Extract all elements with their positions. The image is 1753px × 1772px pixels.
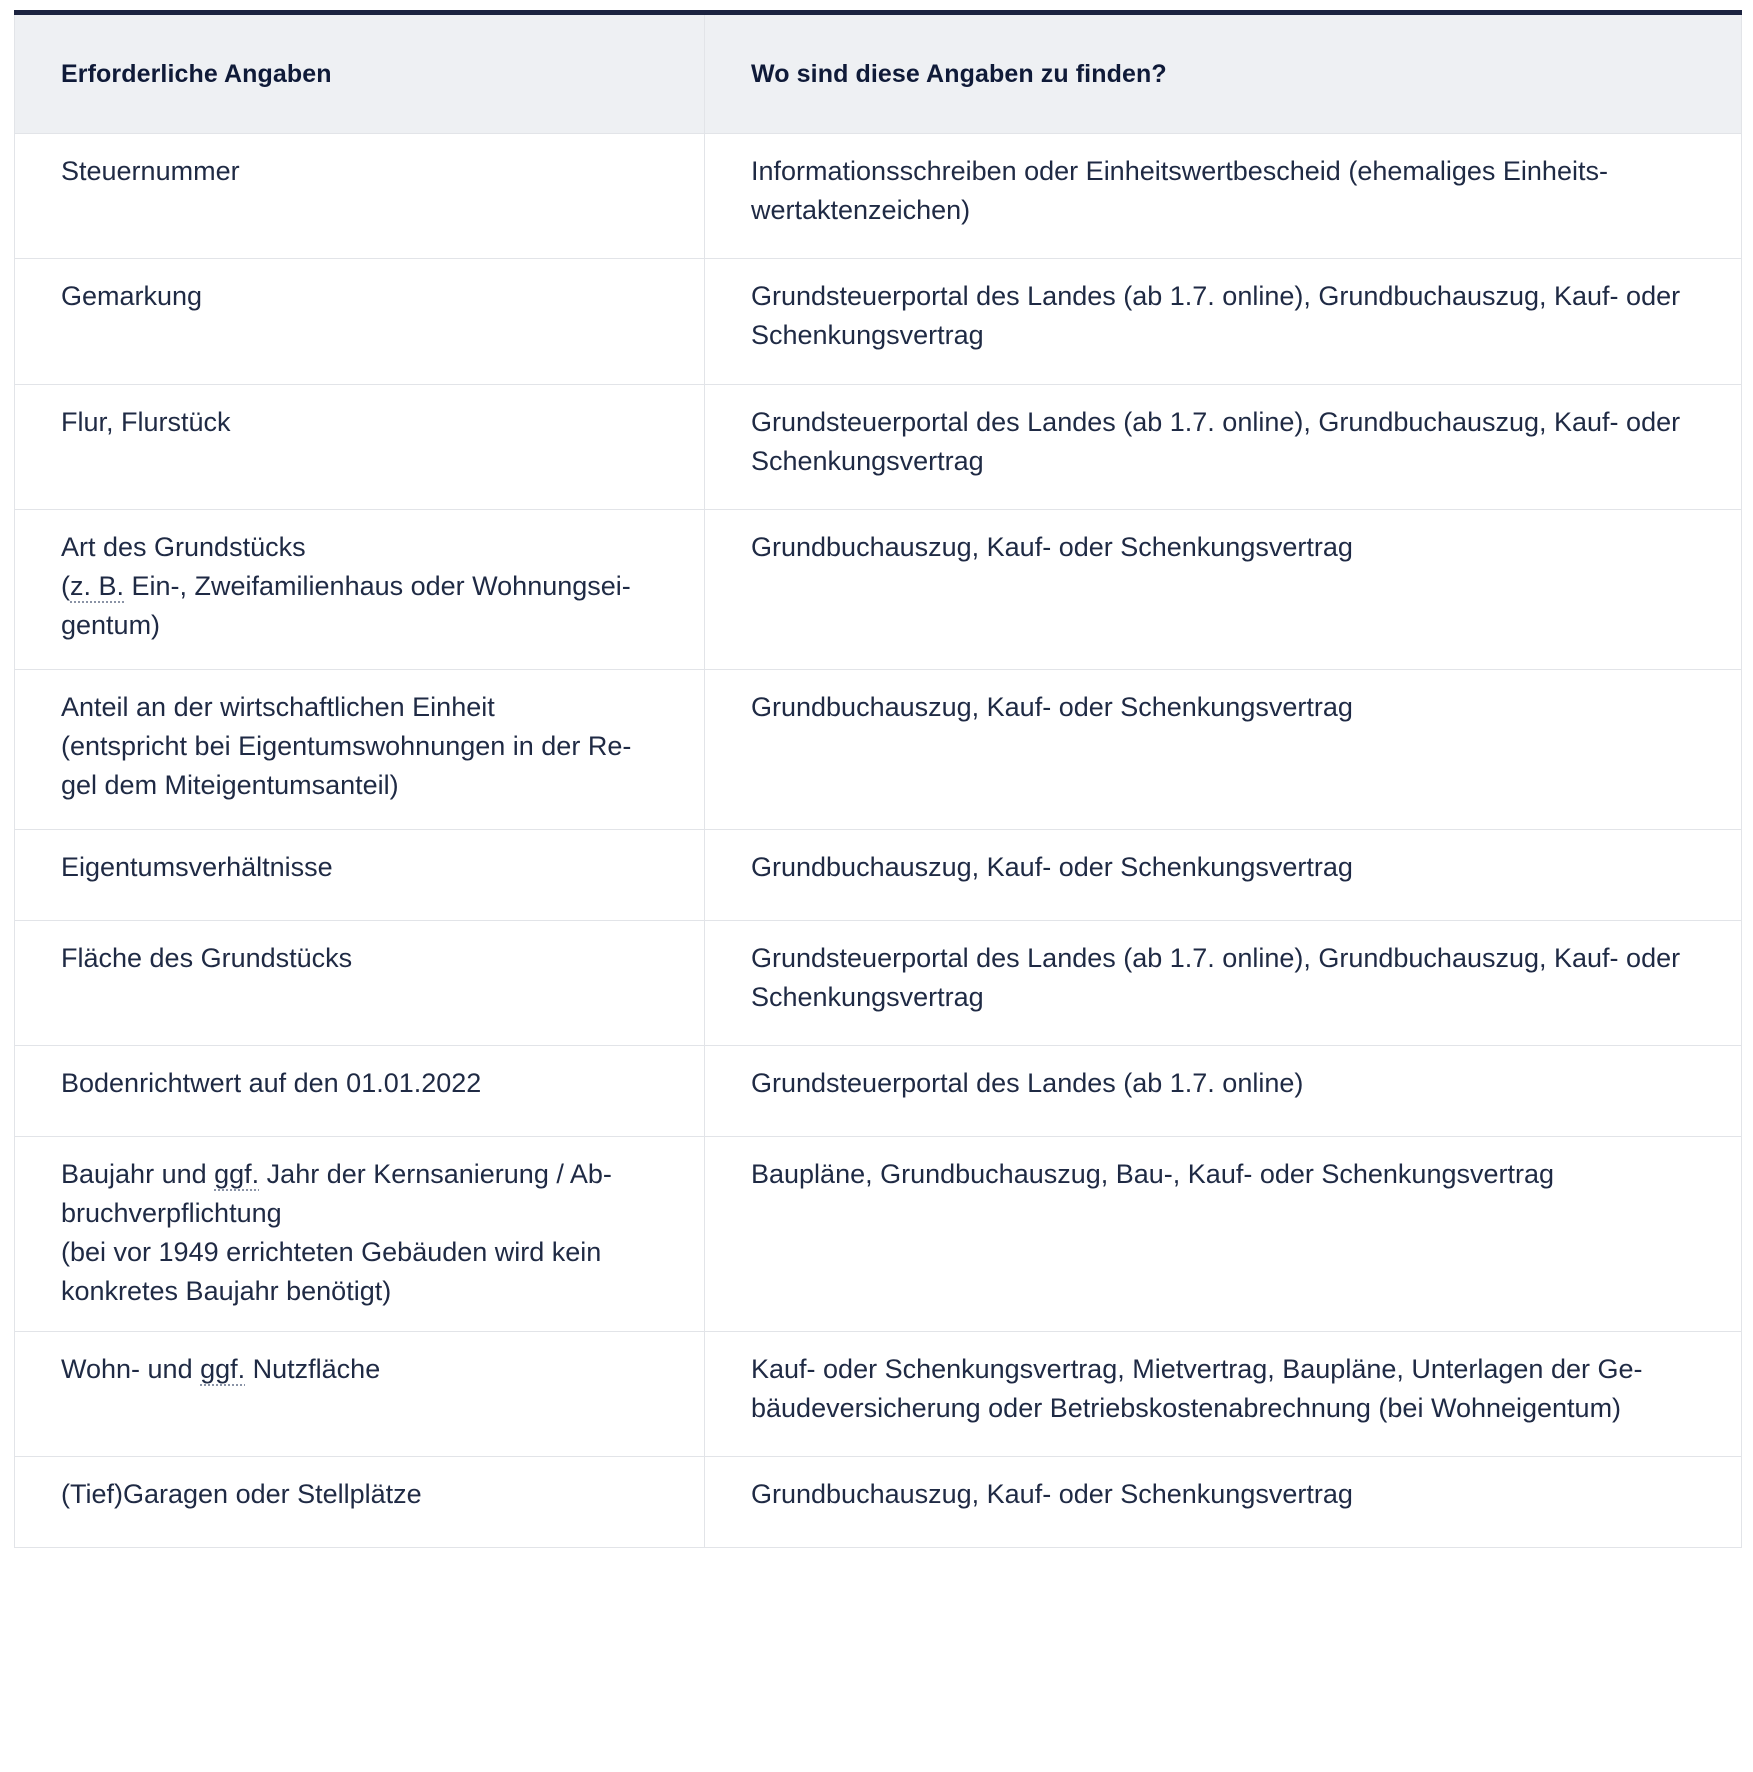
required-info-line: Art des Grundstücks (61, 532, 306, 562)
required-info-cell (15, 510, 705, 670)
required-info-line: Wohn- und ggf. Nutzfläche (61, 1354, 381, 1384)
required-info-line: (Tief)Garagen oder Stellplätze (61, 1479, 422, 1509)
source-cell (705, 1457, 1742, 1548)
table-row (15, 134, 1742, 259)
source-cell (705, 134, 1742, 259)
source-line: Kauf- oder Schenkungsvertrag, Mietvertrag, Baupläne, Unterlagen der Ge- (751, 1354, 1643, 1384)
source-cell (705, 1137, 1742, 1332)
table-row (15, 830, 1742, 921)
required-info-cell (15, 385, 705, 510)
required-info-line: Eigentumsverhältnisse (61, 852, 333, 882)
table-row (15, 921, 1742, 1046)
source-cell (705, 1332, 1742, 1457)
required-info-line: gentum) (61, 610, 161, 640)
info-table (14, 10, 1742, 1548)
required-info-line: Steuernummer (61, 156, 240, 186)
required-info-line: konkretes Baujahr benötigt) (61, 1276, 392, 1306)
abbreviation: z. B. (70, 571, 125, 601)
table-row (15, 385, 1742, 510)
source-line: Informationsschreiben oder Einheitswertbescheid (ehemaliges Einheits- (751, 156, 1608, 186)
info-table-container (14, 10, 1741, 1548)
source-line: Schenkungsvertrag (751, 446, 984, 476)
required-info-line: gel dem Miteigentumsanteil) (61, 770, 399, 800)
source-cell (705, 1046, 1742, 1137)
required-info-line: Bodenrichtwert auf den 01.01.2022 (61, 1068, 482, 1098)
source-cell (705, 259, 1742, 385)
source-line: Baupläne, Grundbuchauszug, Bau-, Kauf- oder Schenkungsvertrag (751, 1159, 1555, 1189)
source-cell (705, 921, 1742, 1046)
required-info-cell (15, 921, 705, 1046)
required-info-cell (15, 670, 705, 830)
required-info-cell (15, 134, 705, 259)
source-line: Grundsteuerportal des Landes (ab 1.7. online), Grundbuchauszug, Kauf- oder (751, 407, 1681, 437)
required-info-cell (15, 259, 705, 385)
table-header-row (15, 13, 1742, 134)
table-body (15, 134, 1742, 1548)
header-where-to-find: Wo sind diese Angaben zu finden? (705, 13, 1742, 134)
required-info-line: Anteil an der wirtschaftlichen Einheit (61, 692, 495, 722)
required-info-line: Baujahr und ggf. Jahr der Kernsanierung / Ab- (61, 1159, 612, 1189)
required-info-cell (15, 1457, 705, 1548)
table-row (15, 510, 1742, 670)
source-line: Grundbuchauszug, Kauf- oder Schenkungsvertrag (751, 852, 1353, 882)
required-info-cell (15, 830, 705, 921)
table-row (15, 1332, 1742, 1457)
required-info-line: Flur, Flurstück (61, 407, 231, 437)
abbreviation: ggf. (214, 1159, 260, 1189)
source-line: Schenkungsvertrag (751, 320, 984, 350)
source-cell (705, 385, 1742, 510)
table-row (15, 670, 1742, 830)
source-line: Grundbuchauszug, Kauf- oder Schenkungsvertrag (751, 1479, 1353, 1509)
required-info-cell (15, 1332, 705, 1457)
source-line: bäudeversicherung oder Betriebskostenabrechnung (bei Wohneigentum) (751, 1393, 1622, 1423)
required-info-line: bruchverpflichtung (61, 1198, 282, 1228)
required-info-cell (15, 1137, 705, 1332)
source-line: Grundbuchauszug, Kauf- oder Schenkungsvertrag (751, 532, 1353, 562)
required-info-line: (z. B. Ein-, Zweifamilienhaus oder Wohnungsei- (61, 571, 631, 601)
required-info-line: (bei vor 1949 errichteten Gebäuden wird kein (61, 1237, 602, 1267)
source-line: Grundsteuerportal des Landes (ab 1.7. online) (751, 1068, 1304, 1098)
table-row (15, 1137, 1742, 1332)
table-row (15, 1457, 1742, 1548)
source-cell (705, 830, 1742, 921)
source-line: Grundbuchauszug, Kauf- oder Schenkungsvertrag (751, 692, 1353, 722)
source-cell (705, 670, 1742, 830)
source-line: Grundsteuerportal des Landes (ab 1.7. online), Grundbuchauszug, Kauf- oder (751, 281, 1681, 311)
source-line: Grundsteuerportal des Landes (ab 1.7. online), Grundbuchauszug, Kauf- oder (751, 943, 1681, 973)
table-row (15, 1046, 1742, 1137)
required-info-line: (entspricht bei Eigentumswohnungen in der Re- (61, 731, 632, 761)
required-info-line: Fläche des Grundstücks (61, 943, 353, 973)
abbreviation: ggf. (200, 1354, 246, 1384)
source-cell (705, 510, 1742, 670)
required-info-cell (15, 1046, 705, 1137)
source-line: wertaktenzeichen) (751, 195, 971, 225)
source-line: Schenkungsvertrag (751, 982, 984, 1012)
header-required-info: Erforderliche Angaben (15, 13, 705, 134)
table-row (15, 259, 1742, 385)
required-info-line: Gemarkung (61, 281, 203, 311)
